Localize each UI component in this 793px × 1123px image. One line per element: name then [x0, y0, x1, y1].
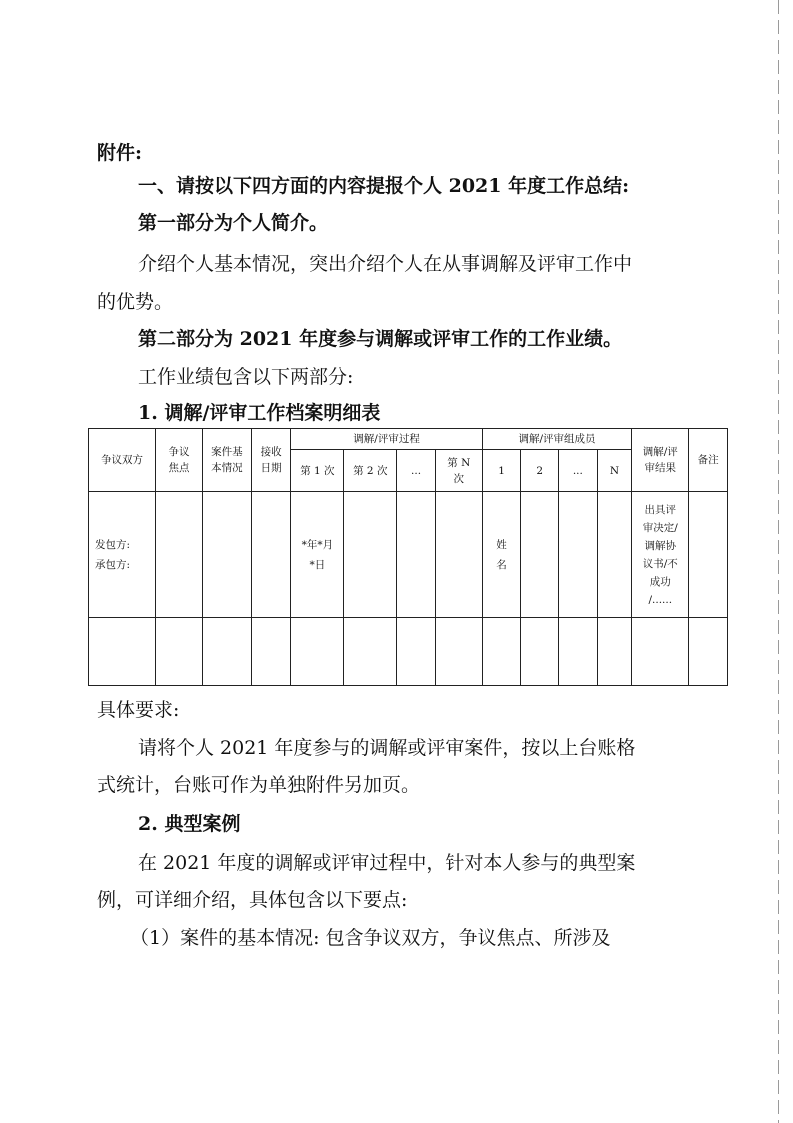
requirements-line2: 式统计，台账可作为单独附件另加页。: [97, 774, 421, 796]
part2-heading: 第二部分为 2021 年度参与调解或评审工作的工作业绩。: [138, 328, 623, 350]
header-process-group: 调解/评审过程: [291, 429, 482, 450]
header-remarks: 备注: [689, 429, 728, 492]
cell-empty: [521, 492, 559, 618]
cell-empty: [397, 492, 436, 618]
header-member-N: N: [597, 450, 632, 492]
section1-heading: 一、请按以下四方面的内容提报个人 2021 年度工作总结:: [138, 175, 630, 197]
part1-body-line1: 介绍个人基本情况，突出介绍个人在从事调解及评审工作中: [138, 253, 633, 275]
attachment-label: 附件:: [97, 142, 143, 164]
part2-intro: 工作业绩包含以下两部分:: [138, 366, 354, 388]
item2-point1: （1）案件的基本情况: 包含争议双方，争议焦点、所涉及: [130, 927, 611, 949]
item2-line2: 例，可详细介绍，具体包含以下要点:: [97, 889, 408, 911]
header-round1: 第 1 次: [291, 450, 344, 492]
header-member-1: 1: [482, 450, 521, 492]
header-member-2: 2: [521, 450, 559, 492]
requirements-line1: 请将个人 2021 年度参与的调解或评审案件，按以上台账格: [138, 737, 636, 759]
header-result: 调解/评审结果: [632, 429, 689, 492]
header-round2: 第 2 次: [344, 450, 397, 492]
header-member-ellipsis: ...: [559, 450, 598, 492]
case-ledger-table: [88, 428, 728, 686]
header-ellipsis: ...: [397, 450, 436, 492]
item1-title: 1. 调解/评审工作档案明细表: [138, 402, 381, 424]
cell-empty: [597, 492, 632, 618]
cell-empty: [202, 492, 251, 618]
cell-empty: [251, 492, 291, 618]
part1-heading: 第一部分为个人简介。: [138, 212, 329, 234]
header-members-group: 调解/评审组成员: [482, 429, 632, 450]
header-focus: 争议焦点: [156, 429, 203, 492]
page-edge-line: [778, 0, 779, 1123]
cell-date-example: *年*月 *日: [291, 492, 344, 618]
header-parties: 争议双方: [89, 429, 156, 492]
cell-empty: [156, 492, 203, 618]
header-roundN: 第 N 次: [435, 450, 482, 492]
cell-result-example: 出具评 审决定/ 调解协 议书/不 成功 /......: [632, 492, 689, 618]
header-receive-date: 接收日期: [251, 429, 291, 492]
item2-title: 2. 典型案例: [138, 813, 241, 835]
part1-body-line2: 的优势。: [97, 291, 174, 313]
table-header-row-1: [89, 429, 728, 450]
cell-parties-example: 发包方: 承包方:: [89, 492, 156, 618]
table-row: [89, 492, 728, 618]
cell-empty: [344, 492, 397, 618]
cell-member-example: 姓 名: [482, 492, 521, 618]
cell-empty: [559, 492, 598, 618]
cell-empty: [435, 492, 482, 618]
table-row: [89, 618, 728, 686]
requirements-label: 具体要求:: [97, 699, 180, 721]
item2-line1: 在 2021 年度的调解或评审过程中，针对本人参与的典型案: [138, 852, 636, 874]
header-case-basic: 案件基本情况: [202, 429, 251, 492]
cell-empty: [689, 492, 728, 618]
